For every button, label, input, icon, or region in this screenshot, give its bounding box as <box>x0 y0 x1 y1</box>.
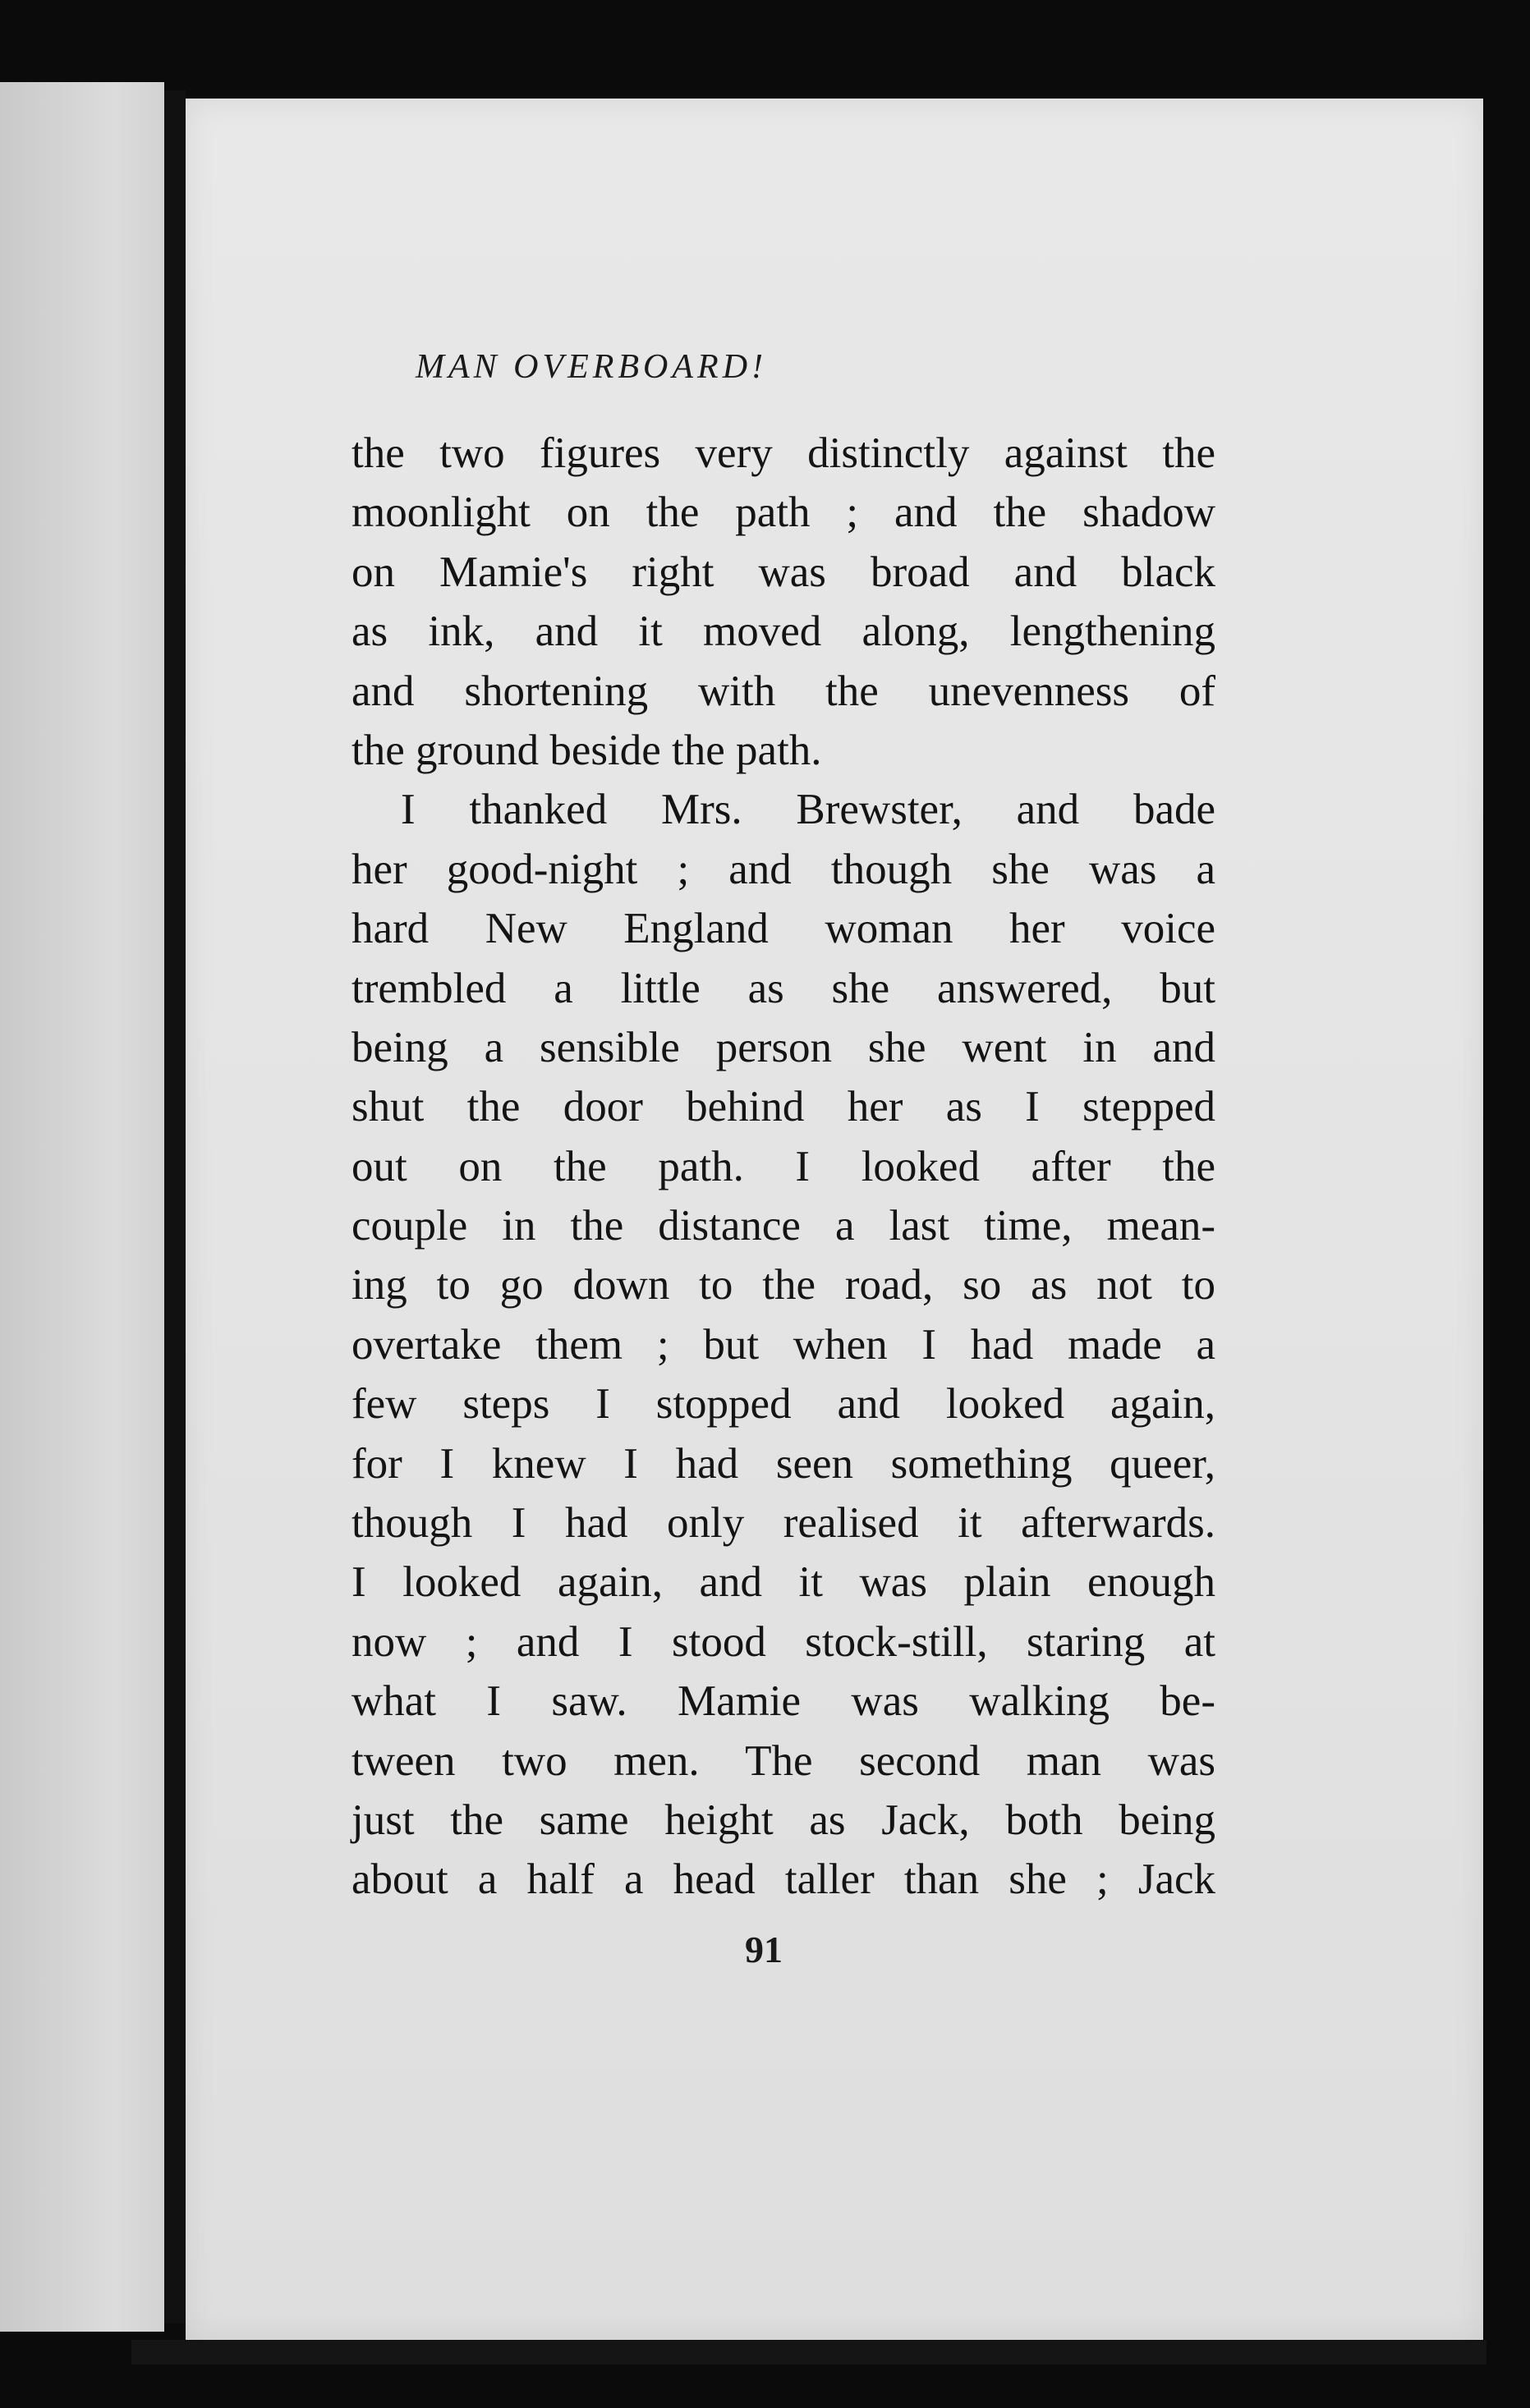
text-line: hard New England woman her voice <box>351 905 1215 953</box>
text-line: couple in the distance a last time, mean- <box>351 1202 1215 1250</box>
text-line: I thanked Mrs. Brewster, and bade <box>401 786 1215 834</box>
text-line: about a half a head taller than she ; Jack <box>351 1855 1215 1904</box>
running-head: MAN OVERBOARD! <box>415 348 768 386</box>
facing-page <box>0 82 164 2332</box>
page-body-text <box>351 424 1215 1910</box>
text-line: being a sensible person she went in and <box>351 1023 1215 1071</box>
text-line: shut the door behind her as I stepped <box>351 1083 1215 1131</box>
text-line: trembled a little as she answered, but <box>351 964 1215 1012</box>
text-line: overtake them ; but when I had made a <box>351 1320 1215 1369</box>
book-gutter <box>164 90 186 2323</box>
text-line: few steps I stopped and looked again, <box>351 1380 1215 1429</box>
text-line: as ink, and it moved along, lengthening <box>351 608 1215 656</box>
text-line: I looked again, and it was plain enough <box>351 1558 1215 1607</box>
text-line: the two figures very distinctly against the <box>351 429 1215 477</box>
text-line: on Mamie's right was broad and black <box>351 548 1215 596</box>
text-line: for I knew I had seen something queer, <box>351 1439 1215 1488</box>
text-line: the ground beside the path. <box>351 726 822 774</box>
text-line: her good-night ; and though she was a <box>351 845 1215 893</box>
text-line: moonlight on the path ; and the shadow <box>351 488 1215 537</box>
text-line: out on the path. I looked after the <box>351 1142 1215 1190</box>
text-line: tween two men. The second man was <box>351 1736 1215 1785</box>
bottom-shadow <box>131 2340 1486 2364</box>
text-line: ing to go down to the road, so as not to <box>351 1261 1215 1309</box>
text-line: and shortening with the unevenness of <box>351 667 1215 715</box>
text-line: though I had only realised it afterwards. <box>351 1499 1215 1548</box>
text-line: what I saw. Mamie was walking be- <box>351 1677 1215 1726</box>
text-line: just the same height as Jack, both being <box>351 1796 1215 1844</box>
page-number: 91 <box>745 1929 783 1970</box>
text-line: now ; and I stood stock-still, staring at <box>351 1617 1215 1666</box>
